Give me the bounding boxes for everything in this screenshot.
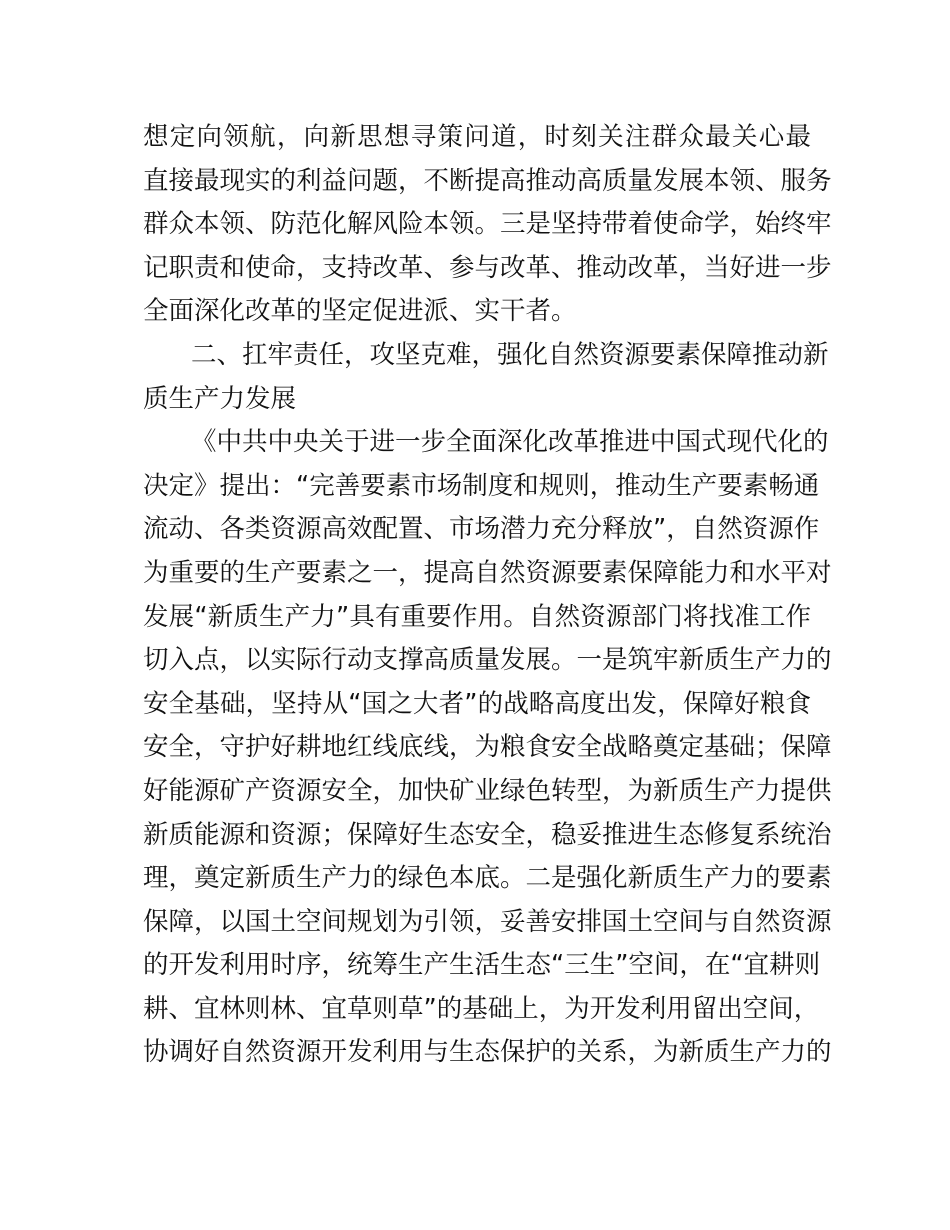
paragraph-1-line-5: 全面深化改革的坚定促进派、实干者。: [143, 296, 577, 327]
paragraph-3-line-11: 理，奠定新质生产力的绿色本底。二是强化新质生产力的要素: [143, 863, 832, 894]
paragraph-3-line-3: 流动、各类资源高效配置、市场潜力充分释放”，自然资源作: [143, 514, 820, 545]
paragraph-3-line-5: 发展“新质生产力”具有重要作用。自然资源部门将找准工作: [143, 601, 811, 632]
paragraph-3-line-15: 协调好自然资源开发利用与生态保护的关系，为新质生产力的: [143, 1037, 832, 1068]
section-heading-line-1: 二、扛牢责任，攻坚克难，强化自然资源要素保障推动新: [191, 339, 829, 370]
paragraph-3-line-10: 新质能源和资源；保障好生态安全，稳妥推进生态修复系统治: [143, 819, 832, 850]
document-body: [143, 116, 832, 1119]
paragraph-3-line-13: 的开发利用时序，统筹生产生活生态“三生”空间，在“宜耕则: [143, 950, 821, 981]
paragraph-1-line-4: 记职责和使命，支持改革、参与改革、推动改革，当好进一步: [143, 252, 832, 283]
paragraph-3-line-6: 切入点，以实际行动支撑高质量发展。一是筑牢新质生产力的: [143, 645, 832, 676]
paragraph-1-line-1: 想定向领航，向新思想寻策问道，时刻关注群众最关心最: [143, 122, 811, 152]
paragraph-1-line-3: 群众本领、防范化解风险本领。三是坚持带着使命学，始终牢: [143, 209, 832, 240]
paragraph-3-line-8: 安全，守护好耕地红线底线，为粮食安全战略奠定基础；保障: [143, 732, 832, 763]
paragraph-3-line-9: 好能源矿产资源安全，加快矿业绿色转型，为新质生产力提供: [143, 775, 832, 806]
paragraph-3-line-4: 为重要的生产要素之一，提高自然资源要素保障能力和水平对: [143, 557, 832, 588]
section-heading-line-2: 质生产力发展: [143, 383, 297, 414]
paragraph-3-line-12: 保障，以国土空间规划为引领，妥善安排国土空间与自然资源: [143, 906, 832, 937]
paragraph-3-line-7: 安全基础，坚持从“国之大者”的战略高度出发，保障好粮食: [143, 688, 811, 719]
paragraph-1-line-2: 直接最现实的利益问题，不断提高推动高质量发展本领、服务: [143, 165, 832, 196]
paragraph-3-line-1: 《中共中央关于进一步全面深化改革推进中国式现代化的: [191, 427, 829, 458]
paragraph-3-line-14: 耕、宜林则林、宜草则草”的基础上，为开发利用留出空间，: [143, 993, 820, 1024]
paragraph-3-line-2: 决定》提出：“完善要素市场制度和规则，推动生产要素畅通: [143, 470, 820, 501]
paragraph-3-line-16: [143, 1075, 811, 1119]
